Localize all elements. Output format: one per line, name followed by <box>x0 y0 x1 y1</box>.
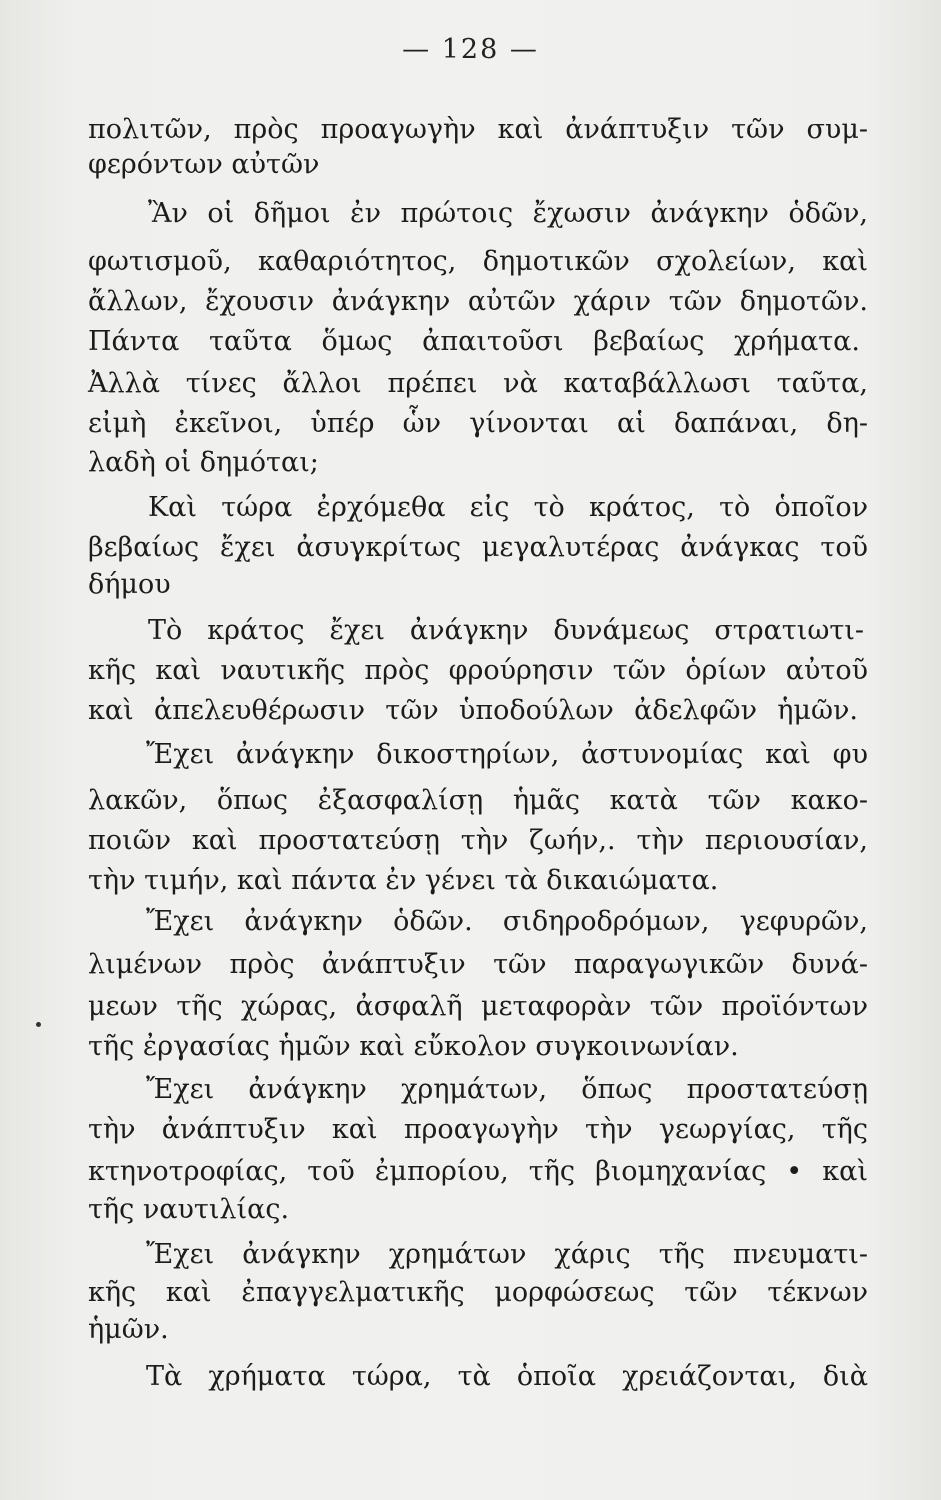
text-line: Ἔχει ἀνάγκην χρημάτων χάρις τῆς πνευματι- <box>146 1239 868 1270</box>
text-line: Ἀλλὰ τίνες ἄλλοι πρέπει νὰ καταβάλλωσι ταῦτα, <box>88 368 868 399</box>
text-line: κτηνοτροφίας, τοῦ ἐμπορίου, τῆς βιομηχανίας • καὶ <box>88 1156 868 1187</box>
text-line: λαδὴ οἱ δημόται; <box>88 447 319 478</box>
text-line: ἡμῶν. <box>88 1314 169 1345</box>
text-line: φερόντων αὐτῶν <box>88 149 320 180</box>
text-line: δήμου <box>88 569 171 600</box>
text-line: Ἔχει ἀνάγκην δικοστηρίων, ἀστυνομίας καὶ φυ <box>146 739 868 770</box>
text-line: κῆς καὶ ἐπαγγελματικῆς μορφώσεως τῶν τέκνων <box>88 1277 868 1308</box>
text-line: κῆς καὶ ναυτικῆς πρὸς φρούρησιν τῶν ὁρίων αὐτοῦ <box>88 655 868 686</box>
text-line: εἰμὴ ἐκεῖνοι, ὑπέρ ὧν γίνονται αἱ δαπάναι, δη- <box>88 408 868 439</box>
text-line: μεων τῆς χώρας, ἀσφαλῆ μεταφορὰν τῶν προϊόντων <box>88 991 868 1022</box>
text-line: τὴν ἀνάπτυξιν καὶ προαγωγὴν τὴν γεωργίας, τῆς <box>88 1114 868 1145</box>
text-line: τῆς ἐργασίας ἡμῶν καὶ εὔκολον συγκοινωνίαν. <box>88 1031 739 1062</box>
text-line: Πάντα ταῦτα ὅμως ἀπαιτοῦσι βεβαίως χρήματα. <box>88 326 860 357</box>
text-line: Τὰ χρήματα τώρα, τὰ ὁποῖα χρειάζονται, διὰ <box>146 1361 868 1392</box>
text-line: τῆς ναυτιλίας. <box>88 1194 290 1225</box>
text-line: βεβαίως ἔχει ἀσυγκρίτως μεγαλυτέρας ἀνάγκας τοῦ <box>88 532 868 563</box>
text-line: ἄλλων, ἔχουσιν ἀνάγκην αὐτῶν χάριν τῶν δημοτῶν. <box>88 286 868 317</box>
text-line: καὶ ἀπελευθέρωσιν τῶν ὑποδούλων ἀδελφῶν ἡμῶν. <box>88 695 858 726</box>
text-line: λακῶν, ὅπως ἐξασφαλίσῃ ἡμᾶς κατὰ τῶν κακο- <box>88 785 868 816</box>
text-line: Ἔχει ἀνάγκην χρημάτων, ὅπως προστατεύσῃ <box>146 1074 868 1105</box>
text-line: λιμένων πρὸς ἀνάπτυξιν τῶν παραγωγικῶν δυνά- <box>88 949 868 980</box>
text-line: Ἔχει ἀνάγκην ὁδῶν. σιδηροδρόμων, γεφυρῶν, <box>146 906 868 937</box>
text-line: ποιῶν καὶ προστατεύσῃ τὴν ζωήν,. τὴν περιουσίαν, <box>88 825 868 856</box>
text-line: Τὸ κράτος ἔχει ἀνάγκην δυνάμεως στρατιωτι- <box>148 615 864 646</box>
text-line: τὴν τιμήν, καὶ πάντα ἐν γένει τὰ δικαιώματα. <box>88 865 719 896</box>
text-line: φωτισμοῦ, καθαριότητος, δημοτικῶν σχολείων, καὶ <box>88 246 868 277</box>
page-number: — 128 — <box>402 34 539 65</box>
text-line: Καὶ τώρα ἐρχόμεθα εἰς τὸ κράτος, τὸ ὁποῖον <box>148 492 868 523</box>
text-line: πολιτῶν, πρὸς προαγωγὴν καὶ ἀνάπτυξιν τῶν συμ- <box>88 114 868 145</box>
text-line: Ἂν οἱ δῆμοι ἐν πρώτοις ἔχωσιν ἀνάγκην ὁδῶν, <box>148 198 868 229</box>
ink-speck <box>36 1022 41 1027</box>
